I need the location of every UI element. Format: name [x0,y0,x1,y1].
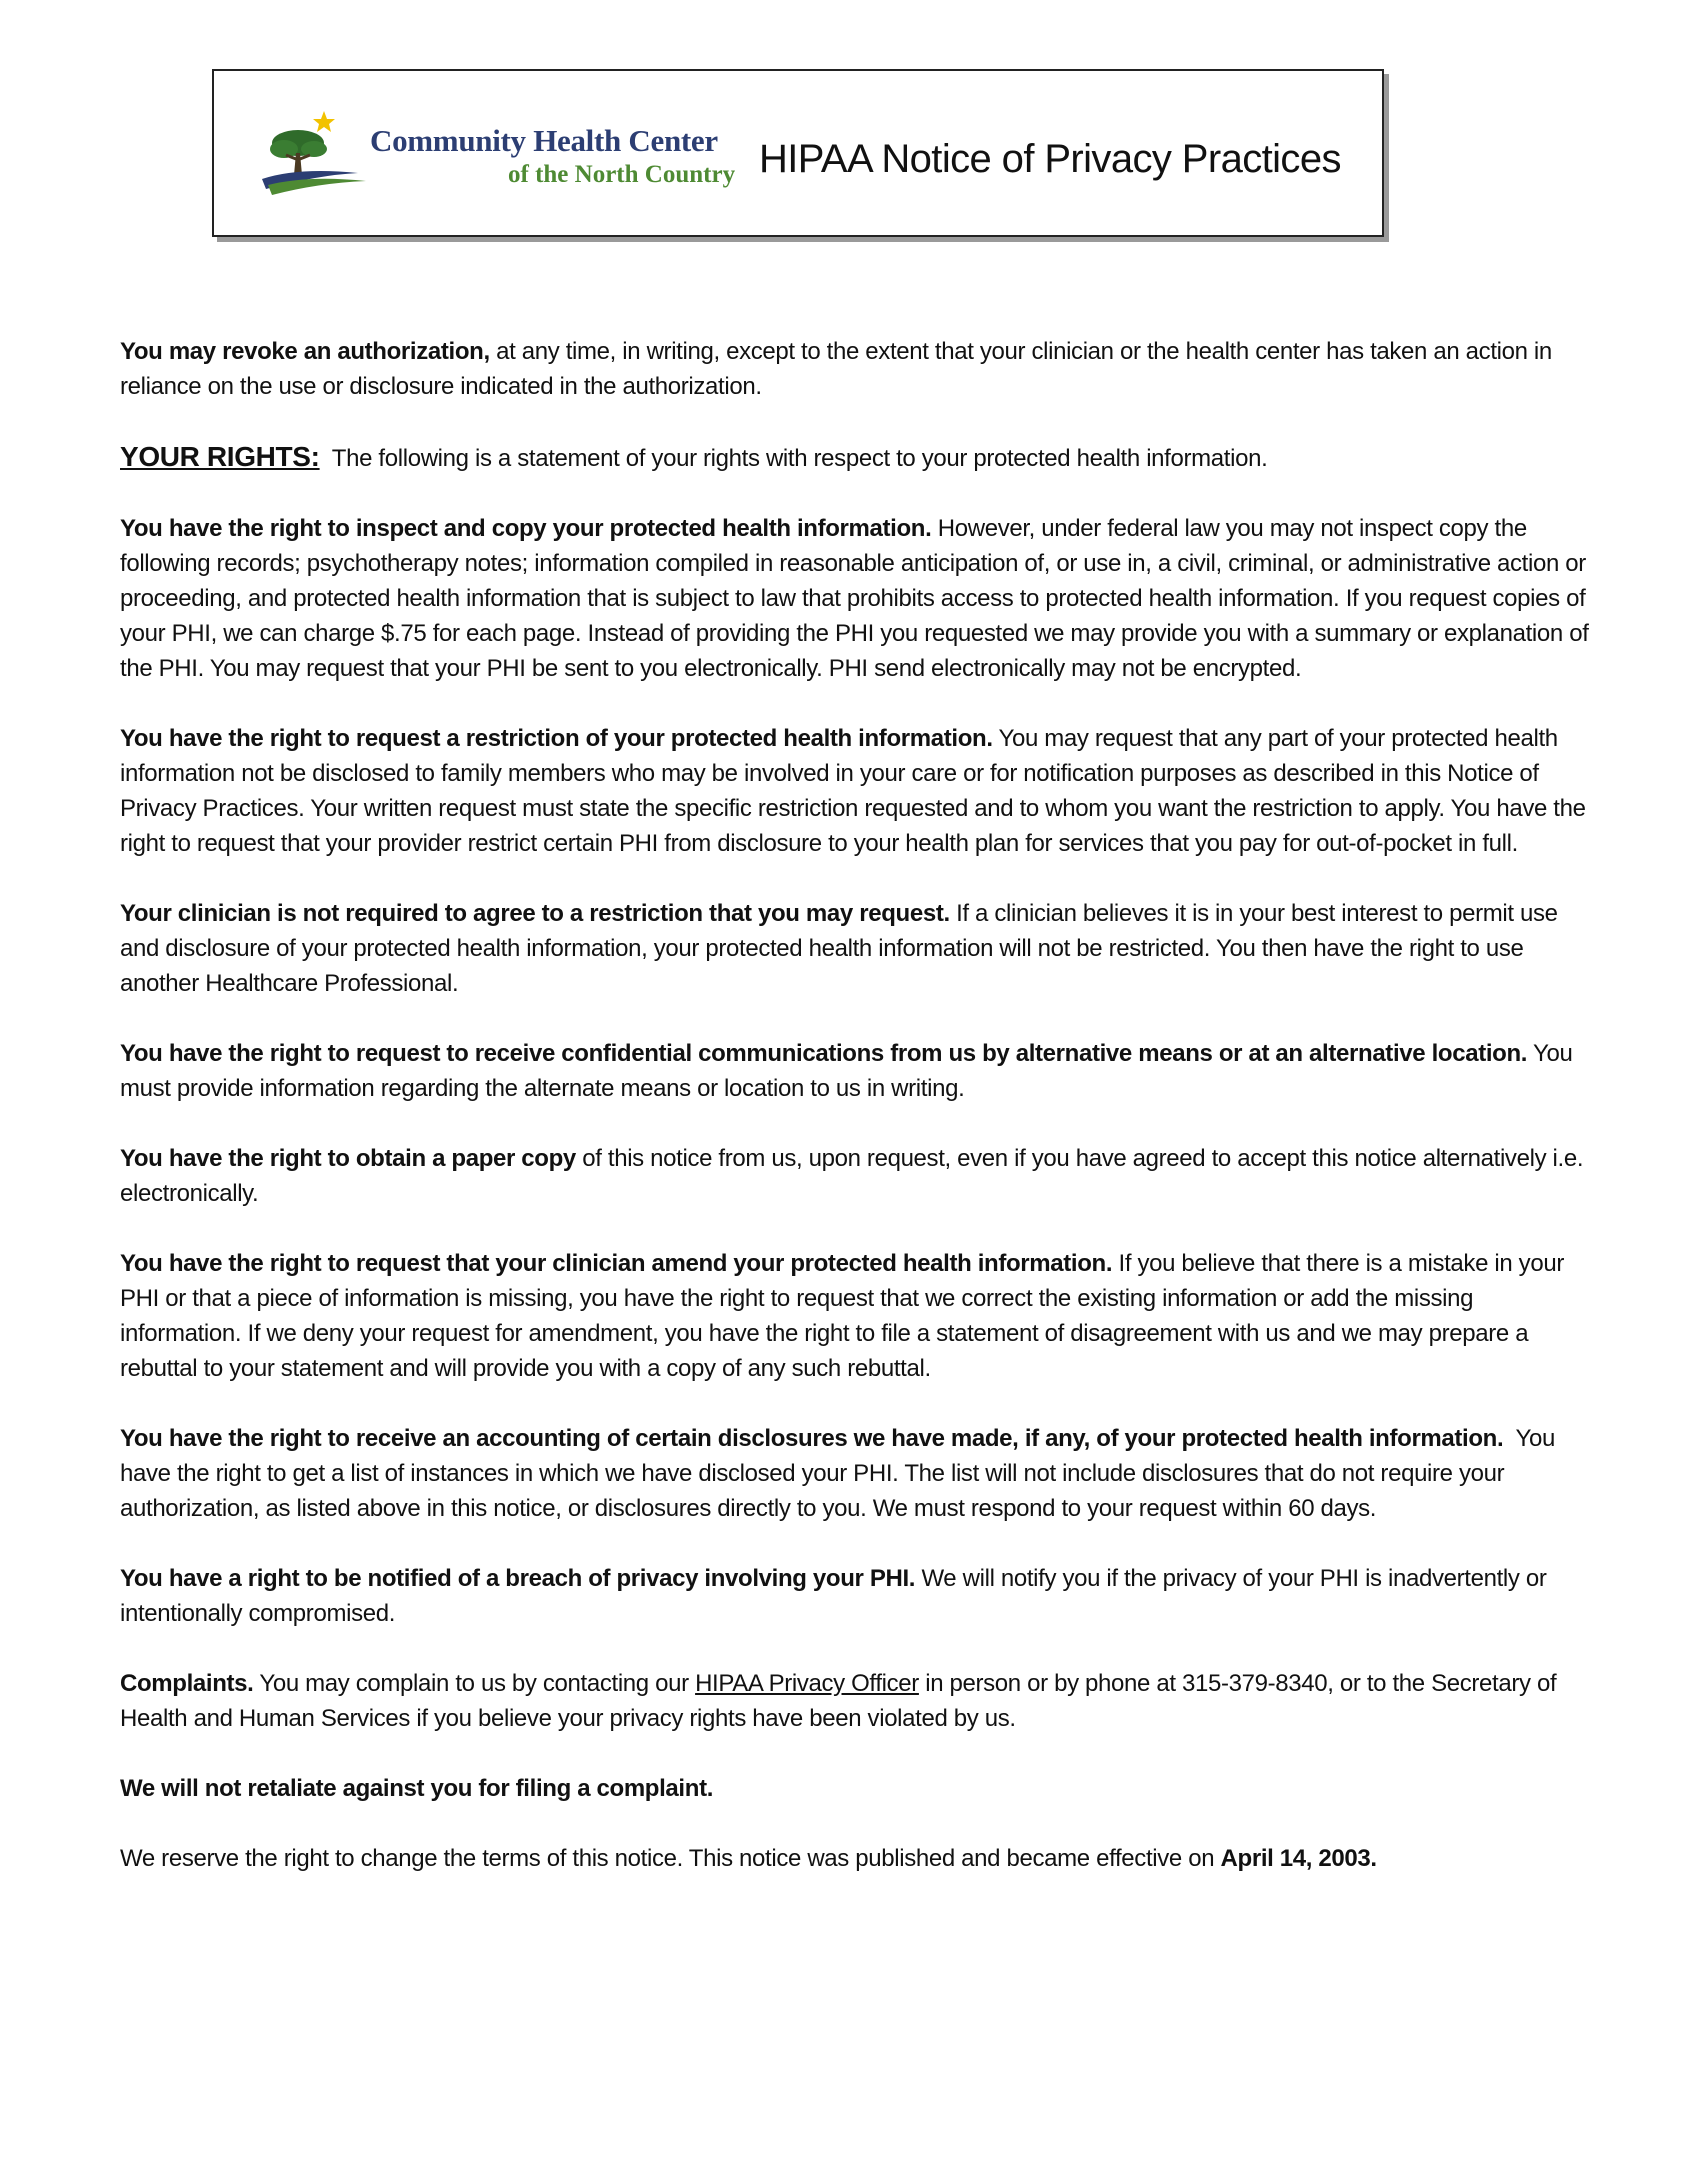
paragraph-restriction-lead: You have the right to request a restriction of your protected health information. [120,725,993,752]
paragraph-retaliate [120,1771,1590,1806]
paragraph-clinician-text: If a clinician believes it is in your best interest to permit use and disclosure of your protected health information, your protected health information will not be restricted. You then have the right to use another Healthcare Professional. [120,900,1558,997]
paragraph-amend-text: If you believe that there is a mistake in your PHI or that a piece of information is missing, you have the right to request that we correct the existing information or add the missing information. If we deny your request for amendment, you have the right to file a statement of disagreement with us and we may prepare a rebuttal to your statement and will provide you with a copy of any such rebuttal. [120,1250,1564,1382]
paragraph-paper-copy-lead: You have the right to obtain a paper copy [120,1145,576,1172]
paragraph-complaints-text-after: in person or by phone at 315-379-8340, or to the Secretary of Health and Human Services if you believe your privacy rights have been violated by us. [120,1670,1557,1732]
paragraph-inspect-text: However, under federal law you may not inspect copy the following records; psychotherapy notes; information compiled in reasonable anticipation of, or use in, a civil, criminal, or administrative action or proceeding, and protected health information that is subject to law that prohibits access to protected health information. If you request copies of your PHI, we can charge $.75 for each page. Instead of providing the PHI you requested we may provide you with a summary or explanation of the PHI. You may request that your PHI be sent to you electronically. PHI send electronically may not be encrypted. [120,515,1589,682]
paragraph-amend [120,1246,1590,1386]
header-box [212,69,1384,237]
tree-logo-icon [258,109,368,199]
effective-date: April 14, 2003. [1220,1845,1377,1872]
paragraph-paper-copy-text: of this notice from us, upon request, even if you have agreed to accept this notice alternatively i.e. electronically. [120,1145,1584,1207]
paragraph-accounting-lead: You have the right to receive an accounting of certain disclosures we have made, if any, of your protected health information. [120,1425,1504,1452]
paragraph-amend-lead: You have the right to request that your clinician amend your protected health information. [120,1250,1113,1277]
paragraph-breach-text: We will notify you if the privacy of your PHI is inadvertently or intentionally compromised. [120,1565,1547,1627]
paragraph-breach-lead: You have a right to be notified of a breach of privacy involving your PHI. [120,1565,916,1592]
paragraph-restriction-text: You may request that any part of your protected health information not be disclosed to family members who may be involved in your care or for notification purposes as described in this Notice of Privacy Practices. Your written request must state the specific restriction requested and to whom you want the restriction to apply. You have the right to request that your provider restrict certain PHI from disclosure to your health plan for services that you pay for out-of-pocket in full. [120,725,1586,857]
your-rights-text: The following is a statement of your rights with respect to your protected health information. [319,445,1268,472]
paragraph-restriction [120,721,1590,861]
your-rights-heading: YOUR RIGHTS: [120,441,320,472]
paragraph-revoke-text: at any time, in writing, except to the extent that your clinician or the health center has taken an action in reliance on the use or disclosure indicated in the authorization. [120,338,1552,400]
paragraph-inspect-lead: You have the right to inspect and copy your protected health information. [120,515,932,542]
paragraph-clinician-lead: Your clinician is not required to agree to a restriction that you may request. [120,900,950,927]
paragraph-inspect [120,511,1590,686]
paragraph-your-rights [120,439,1590,476]
logo-subname: of the North Country [508,161,736,188]
paragraph-paper-copy [120,1141,1590,1211]
paragraph-confidential-text: You must provide information regarding the alternate means or location to us in writing. [120,1040,1573,1102]
paragraph-breach [120,1561,1590,1631]
logo-name: Community Health Center [370,123,718,158]
notice-body [120,334,1590,1911]
paragraph-confidential-lead: You have the right to request to receive confidential communications from us by alternative means or at an alternative location. [120,1040,1528,1067]
privacy-officer-link[interactable]: HIPAA Privacy Officer [695,1670,919,1697]
paragraph-accounting-text: You have the right to get a list of instances in which we have disclosed your PHI. The list will not include disclosures that do not require your authorization, as listed above in this notice, or disclosures directly to you. We must respond to your request within 60 days. [120,1425,1562,1522]
paragraph-clinician [120,896,1590,1001]
paragraph-complaints-text-before: You may complain to us by contacting our [253,1670,696,1697]
page-title: HIPAA Notice of Privacy Practices [759,137,1341,181]
paragraph-retaliate-lead: We will not retaliate against you for filing a complaint. [120,1775,714,1802]
paragraph-reserve-text: We reserve the right to change the terms of this notice. This notice was published and became effective on [120,1845,1221,1872]
paragraph-revoke [120,334,1590,404]
paragraph-complaints-lead: Complaints. [120,1670,254,1697]
paragraph-accounting [120,1421,1590,1526]
paragraph-revoke-lead: You may revoke an authorization, [120,338,490,365]
paragraph-confidential [120,1036,1590,1106]
health-center-logo [258,109,738,209]
paragraph-reserve [120,1841,1590,1876]
paragraph-complaints [120,1666,1590,1736]
